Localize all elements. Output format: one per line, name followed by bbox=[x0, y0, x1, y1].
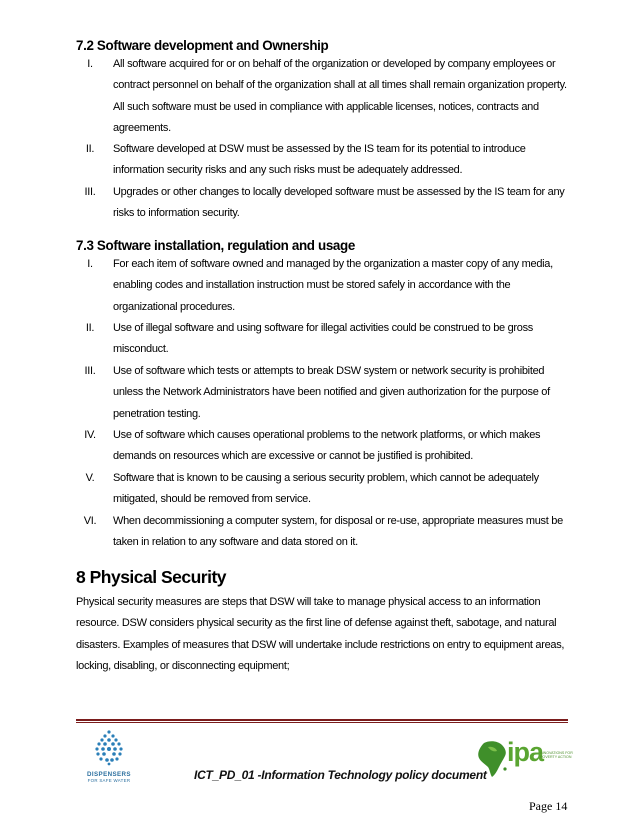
section-7-2-heading: 7.2 Software development and Ownership bbox=[76, 38, 329, 53]
section-8-heading: 8 Physical Security bbox=[76, 567, 227, 587]
list-item-text: All software acquired for or on behalf of the organization or developed by company employees or contract personnel on behalf of the organization shall at all times shall remain organization property. All such software must be used in compliance with applicable licenses, notices, contracts and agreements. bbox=[113, 58, 567, 134]
logo-tagline: FOR SAFE WATER bbox=[87, 778, 131, 783]
list-item-text: Software developed at DSW must be assessed by the IS team for its potential to introduce information security risks and any such risks must be adequately addressed. bbox=[113, 143, 526, 177]
logo-brand-text: DISPENSERS bbox=[87, 771, 131, 778]
page-number: Page 14 bbox=[529, 799, 568, 813]
list-item-number: III. bbox=[84, 365, 96, 377]
list-item-number: II. bbox=[85, 143, 95, 155]
list-item-number: I. bbox=[87, 58, 93, 70]
list-item-text: Upgrades or other changes to locally developed software must be assessed by the IS team for any risks to information security. bbox=[113, 186, 565, 220]
ipa-wordmark: ipa bbox=[507, 737, 544, 767]
section-8-paragraph: Physical security measures are steps that DSW will take to manage physical access to an information resource. DSW considers physical security as the first line of defense against theft, sabotage, and natural disasters. Examples of measures that DSW will undertake include restrictions on entry to equipment areas, locking, disabling, or disconnecting equipment; bbox=[76, 596, 565, 672]
list-item-number: VI. bbox=[83, 515, 97, 527]
footer-rule bbox=[76, 719, 568, 721]
footer-rule-thin bbox=[76, 722, 568, 723]
footer-document-title: ICT_PD_01 -Information Technology policy document bbox=[194, 768, 487, 782]
list-item-number: IV. bbox=[84, 429, 96, 441]
ipa-tagline: INNOVATIONS FOR POVERTY ACTION bbox=[540, 751, 573, 760]
list-item-number: III. bbox=[84, 186, 96, 198]
africa-map-icon bbox=[476, 739, 510, 779]
water-drop-icon bbox=[78, 728, 140, 766]
list-item-number: V. bbox=[85, 472, 95, 484]
list-item-text: Use of illegal software and using software for illegal activities could be construed to be gross misconduct. bbox=[113, 322, 533, 356]
list-item-text: For each item of software owned and managed by the organization a master copy of any media, enabling codes and installation instruction must be stored safely in accordance with the organizational procedures. bbox=[113, 258, 553, 313]
list-item-number: II. bbox=[85, 322, 95, 334]
ipa-logo bbox=[476, 737, 573, 779]
list-item-number: I. bbox=[87, 258, 93, 270]
list-item-text: When decommissioning a computer system, for disposal or re-use, appropriate measures must be taken in relation to any software and data stored on it. bbox=[113, 515, 563, 549]
dispensers-logo bbox=[78, 728, 140, 783]
list-item-text: Use of software which causes operational problems to the network platforms, or which makes demands on resources which are excessive or cannot be justified is prohibited. bbox=[113, 429, 541, 463]
list-item-text: Software that is known to be causing a serious security problem, which cannot be adequately mitigated, should be removed from service. bbox=[113, 472, 539, 506]
list-item-text: Use of software which tests or attempts to break DSW system or network security is prohibited unless the Network Administrators have been notified and given authorization for the purpose of penetration testing. bbox=[113, 365, 550, 420]
section-7-3-heading: 7.3 Software installation, regulation and usage bbox=[76, 238, 355, 253]
